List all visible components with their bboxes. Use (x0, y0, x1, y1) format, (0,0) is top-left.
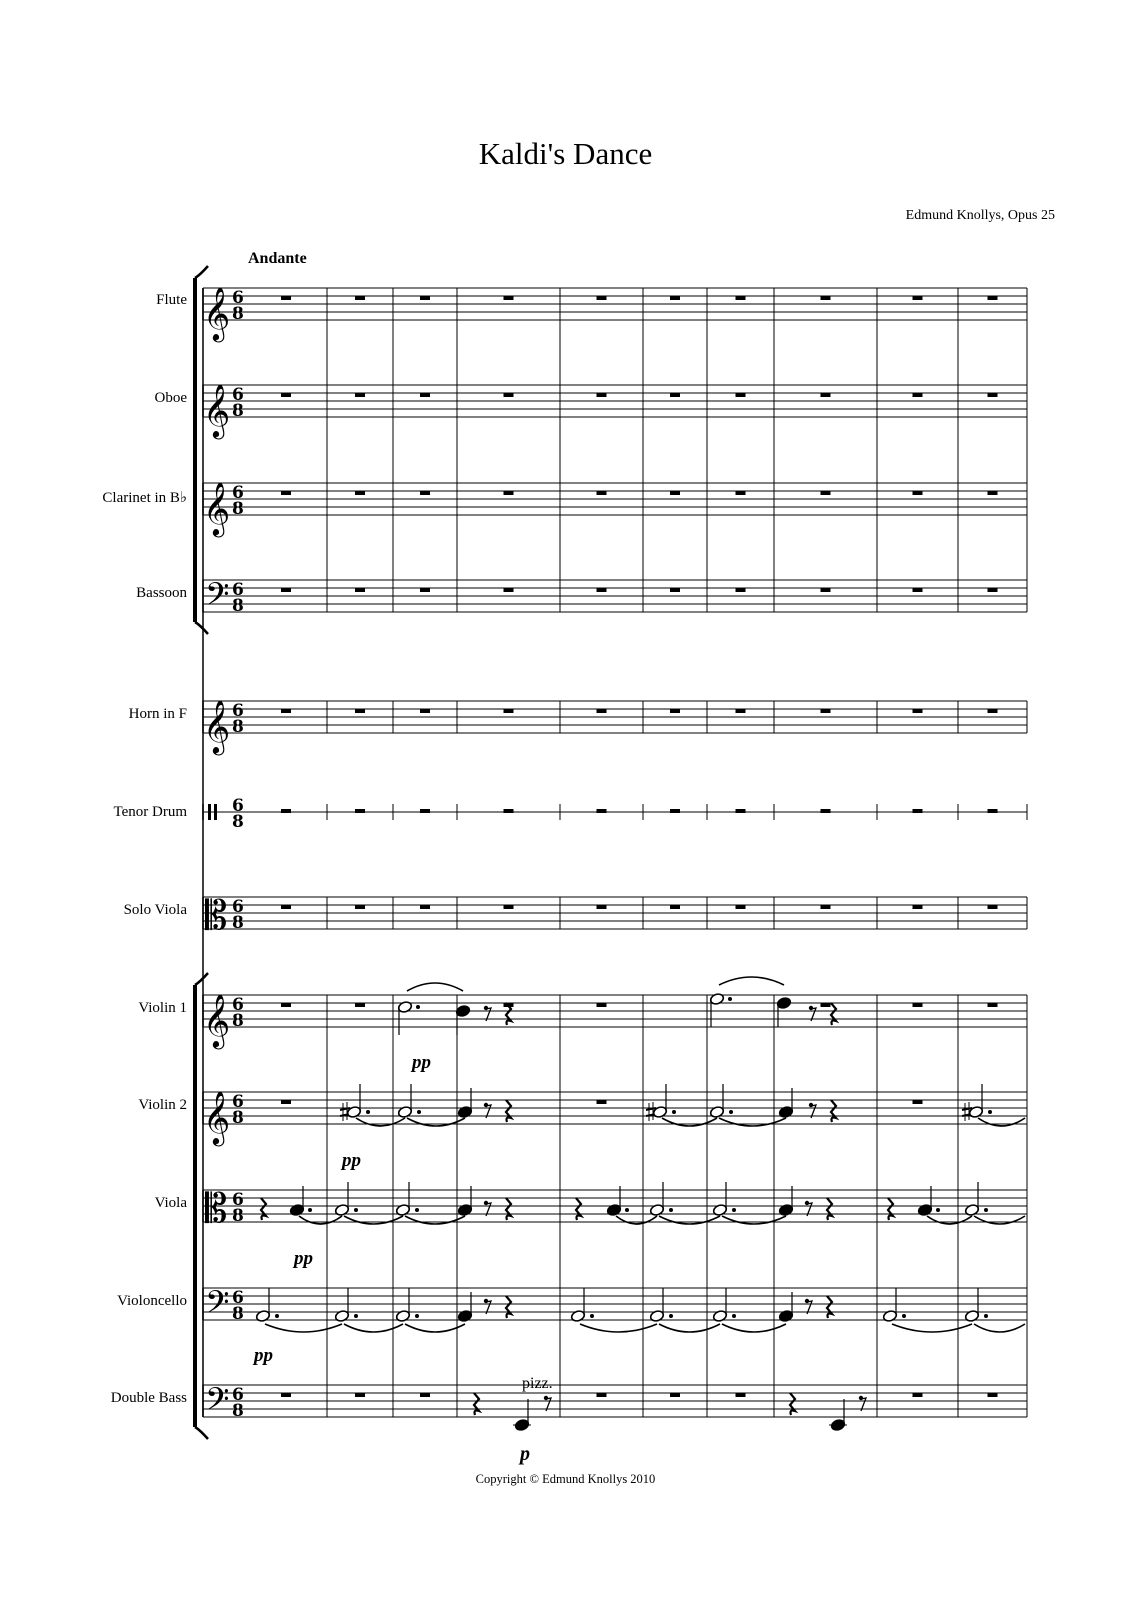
whole-rest-icon (988, 296, 998, 300)
tie (344, 1216, 403, 1224)
whole-rest-icon (504, 809, 514, 813)
time-signature-beats: 6 (232, 1190, 244, 1210)
time-signature-beats: 6 (232, 1385, 244, 1405)
whole-rest-icon (821, 296, 831, 300)
whole-rest-icon (281, 809, 291, 813)
time-signature-beats: 6 (232, 288, 244, 308)
whole-rest-icon (355, 709, 365, 713)
whole-rest-icon (736, 588, 746, 592)
bass-clef-icon: 𝄢 (205, 1381, 230, 1425)
whole-rest-icon (420, 588, 430, 592)
quarter-rest-icon (831, 1003, 836, 1025)
augmentation-dot (415, 1208, 419, 1212)
violin1-dynamic: pp (412, 1052, 431, 1073)
whole-rest-icon (420, 491, 430, 495)
whole-rest-icon (597, 393, 607, 397)
notehead (778, 1105, 793, 1118)
strings-bracket (193, 985, 197, 1427)
instrument-label-horn: Horn in F (128, 706, 187, 722)
time-signature-beats: 6 (232, 1092, 244, 1112)
whole-rest-icon (988, 393, 998, 397)
time-signature-unit: 8 (232, 717, 244, 737)
whole-rest-icon (988, 809, 998, 813)
notehead (712, 1203, 727, 1216)
whole-rest-icon (420, 296, 430, 300)
whole-rest-icon (355, 393, 365, 397)
whole-rest-icon (821, 1003, 831, 1007)
whole-rest-icon (504, 905, 514, 909)
augmentation-dot (354, 1314, 358, 1318)
alto-clef-icon: 𝄡 (205, 1186, 228, 1232)
instrument-label-violin-1: Violin 1 (138, 1000, 187, 1016)
whole-rest-icon (281, 709, 291, 713)
whole-rest-icon (355, 1393, 365, 1397)
augmentation-dot (728, 997, 732, 1001)
time-signature-beats: 6 (232, 796, 244, 816)
eighth-rest-icon (859, 1396, 863, 1400)
tie (662, 1118, 717, 1126)
notehead (964, 1309, 979, 1322)
time-signature-unit: 8 (232, 401, 244, 421)
woodwind-bracket-cap-bottom (195, 622, 208, 634)
whole-rest-icon (670, 588, 680, 592)
whole-rest-icon (913, 905, 923, 909)
quarter-rest-icon (827, 1296, 832, 1318)
whole-rest-icon (504, 393, 514, 397)
time-signature-unit: 8 (232, 1206, 244, 1226)
notehead (397, 1000, 412, 1013)
notehead (397, 1105, 412, 1118)
tie (659, 1324, 720, 1332)
tie (974, 1216, 1025, 1224)
bass-clef-icon: 𝄢 (205, 576, 230, 620)
augmentation-dot (672, 1110, 676, 1114)
strings-bracket-cap-bottom (195, 1427, 208, 1439)
augmentation-dot (984, 1314, 988, 1318)
bass-clef-icon: 𝄢 (205, 1284, 230, 1328)
instrument-label-clarinet: Clarinet in B♭ (102, 490, 187, 506)
whole-rest-icon (913, 588, 923, 592)
augmentation-dot (732, 1208, 736, 1212)
tie (405, 1216, 465, 1224)
tie (659, 1216, 720, 1224)
augmentation-dot (669, 1314, 673, 1318)
eighth-rest-icon (809, 1006, 813, 1010)
treble-clef-icon: 𝄞 (203, 383, 231, 437)
percussion-clef-icon (208, 804, 211, 820)
bass-pizzicato: pizz. (522, 1375, 553, 1392)
whole-rest-icon (420, 1393, 430, 1397)
copyright-notice: Copyright © Edmund Knollys 2010 (475, 1472, 656, 1486)
tie (356, 1118, 405, 1126)
tempo-marking: Andante (248, 250, 307, 267)
quarter-rest-icon (576, 1198, 581, 1220)
whole-rest-icon (504, 709, 514, 713)
treble-clef-icon: 𝄞 (203, 699, 231, 753)
time-signature-unit: 8 (232, 304, 244, 324)
whole-rest-icon (504, 296, 514, 300)
alto-clef-icon: 𝄡 (205, 893, 228, 939)
instrument-label-violin-2: Violin 2 (138, 1097, 187, 1113)
eighth-rest-icon (484, 1299, 488, 1303)
bass-dynamic: p (520, 1443, 530, 1465)
whole-rest-icon (420, 709, 430, 713)
whole-rest-icon (988, 588, 998, 592)
tie (719, 1118, 786, 1126)
augmentation-dot (354, 1208, 358, 1212)
tie (407, 983, 463, 991)
whole-rest-icon (988, 491, 998, 495)
strings-bracket-cap-top (195, 973, 208, 985)
tie (722, 1216, 786, 1224)
eighth-rest-icon (805, 1299, 809, 1303)
time-signature-unit: 8 (232, 1401, 244, 1421)
time-signature-unit: 8 (232, 913, 244, 933)
augmentation-dot (988, 1110, 992, 1114)
whole-rest-icon (670, 709, 680, 713)
augmentation-dot (275, 1314, 279, 1318)
whole-rest-icon (670, 1393, 680, 1397)
time-signature-unit: 8 (232, 1108, 244, 1128)
composer-credit: Edmund Knollys, Opus 25 (905, 208, 1055, 223)
tie (265, 1324, 342, 1332)
quarter-rest-icon (506, 1100, 511, 1122)
whole-rest-icon (355, 588, 365, 592)
treble-clef-icon: 𝄞 (203, 993, 231, 1047)
whole-rest-icon (736, 491, 746, 495)
notehead (709, 992, 724, 1005)
whole-rest-icon (913, 1393, 923, 1397)
time-signature-unit: 8 (232, 499, 244, 519)
whole-rest-icon (281, 588, 291, 592)
notehead (606, 1203, 621, 1216)
tie (719, 977, 784, 985)
time-signature-unit: 8 (232, 812, 244, 832)
notehead (649, 1309, 664, 1322)
tie (974, 1324, 1025, 1332)
notehead (712, 1309, 727, 1322)
whole-rest-icon (736, 809, 746, 813)
whole-rest-icon (736, 1393, 746, 1397)
notehead (776, 996, 791, 1009)
whole-rest-icon (988, 1003, 998, 1007)
whole-rest-icon (281, 1393, 291, 1397)
eighth-rest-icon (484, 1103, 488, 1107)
whole-rest-icon (670, 393, 680, 397)
time-signature-beats: 6 (232, 580, 244, 600)
whole-rest-icon (736, 905, 746, 909)
whole-rest-icon (913, 1003, 923, 1007)
instrument-label-oboe: Oboe (154, 390, 187, 406)
quarter-rest-icon (790, 1393, 795, 1415)
whole-rest-icon (821, 588, 831, 592)
whole-rest-icon (597, 709, 607, 713)
treble-clef-icon: 𝄞 (203, 1090, 231, 1144)
whole-rest-icon (913, 393, 923, 397)
cello-dynamic: pp (254, 1345, 273, 1366)
whole-rest-icon (281, 905, 291, 909)
whole-rest-icon (420, 809, 430, 813)
whole-rest-icon (597, 809, 607, 813)
time-signature-unit: 8 (232, 1011, 244, 1031)
quarter-rest-icon (261, 1198, 266, 1220)
notehead (778, 1309, 793, 1322)
augmentation-dot (732, 1314, 736, 1318)
notehead (917, 1203, 932, 1216)
tie (299, 1216, 342, 1224)
percussion-clef-icon (214, 804, 217, 820)
augmentation-dot (590, 1314, 594, 1318)
augmentation-dot (669, 1208, 673, 1212)
whole-rest-icon (597, 905, 607, 909)
whole-rest-icon (736, 296, 746, 300)
notehead (649, 1203, 664, 1216)
whole-rest-icon (504, 491, 514, 495)
notehead (882, 1309, 897, 1322)
tie (580, 1324, 657, 1332)
tie (722, 1324, 786, 1332)
viola-dynamic: pp (294, 1248, 313, 1269)
tie (616, 1216, 657, 1224)
tie (892, 1324, 972, 1332)
whole-rest-icon (597, 1393, 607, 1397)
time-signature-beats: 6 (232, 701, 244, 721)
instrument-label-bassoon: Bassoon (136, 585, 187, 601)
whole-rest-icon (988, 905, 998, 909)
whole-rest-icon (670, 296, 680, 300)
whole-rest-icon (670, 905, 680, 909)
augmentation-dot (415, 1314, 419, 1318)
whole-rest-icon (913, 1100, 923, 1104)
tie (344, 1324, 403, 1332)
notehead (395, 1203, 410, 1216)
augmentation-dot (417, 1110, 421, 1114)
whole-rest-icon (281, 296, 291, 300)
whole-rest-icon (736, 393, 746, 397)
notehead (778, 1203, 793, 1216)
whole-rest-icon (988, 1393, 998, 1397)
whole-rest-icon (597, 588, 607, 592)
quarter-rest-icon (506, 1198, 511, 1220)
augmentation-dot (625, 1208, 629, 1212)
whole-rest-icon (736, 709, 746, 713)
tie (978, 1118, 1025, 1126)
treble-clef-icon: 𝄞 (203, 481, 231, 535)
time-signature-beats: 6 (232, 897, 244, 917)
notehead (964, 1203, 979, 1216)
whole-rest-icon (420, 393, 430, 397)
notehead (514, 1418, 529, 1431)
notehead (570, 1309, 585, 1322)
augmentation-dot (729, 1110, 733, 1114)
augmentation-dot (936, 1208, 940, 1212)
time-signature-beats: 6 (232, 483, 244, 503)
notehead (709, 1105, 724, 1118)
whole-rest-icon (597, 1003, 607, 1007)
notehead (455, 1004, 470, 1017)
woodwind-bracket-cap-top (195, 266, 208, 278)
treble-clef-icon: 𝄞 (203, 286, 231, 340)
piece-title: Kaldi's Dance (478, 136, 653, 171)
whole-rest-icon (821, 393, 831, 397)
time-signature-unit: 8 (232, 1304, 244, 1324)
instrument-label-solo-viola: Solo Viola (123, 902, 187, 918)
eighth-rest-icon (484, 1201, 488, 1205)
whole-rest-icon (913, 296, 923, 300)
eighth-rest-icon (544, 1396, 548, 1400)
whole-rest-icon (281, 1003, 291, 1007)
whole-rest-icon (281, 491, 291, 495)
woodwind-bracket (193, 278, 197, 622)
instrument-label-violoncello: Violoncello (117, 1293, 187, 1309)
tie (407, 1118, 465, 1126)
instrument-label-viola: Viola (154, 1195, 187, 1211)
quarter-rest-icon (474, 1393, 479, 1415)
whole-rest-icon (821, 905, 831, 909)
tie (927, 1216, 972, 1224)
violin2-dynamic: pp (342, 1150, 361, 1171)
notehead (334, 1203, 349, 1216)
time-signature-beats: 6 (232, 1288, 244, 1308)
augmentation-dot (416, 1005, 420, 1009)
instrument-label-double-bass: Double Bass (110, 1390, 187, 1406)
whole-rest-icon (821, 491, 831, 495)
quarter-rest-icon (831, 1100, 836, 1122)
tie (405, 1324, 465, 1332)
augmentation-dot (984, 1208, 988, 1212)
whole-rest-icon (355, 809, 365, 813)
notehead (457, 1203, 472, 1216)
whole-rest-icon (355, 296, 365, 300)
whole-rest-icon (597, 296, 607, 300)
whole-rest-icon (913, 491, 923, 495)
quarter-rest-icon (827, 1198, 832, 1220)
whole-rest-icon (597, 1100, 607, 1104)
notehead (395, 1309, 410, 1322)
whole-rest-icon (281, 1100, 291, 1104)
augmentation-dot (366, 1110, 370, 1114)
whole-rest-icon (420, 905, 430, 909)
notehead (457, 1105, 472, 1118)
notehead (255, 1309, 270, 1322)
whole-rest-icon (597, 491, 607, 495)
whole-rest-icon (821, 809, 831, 813)
instrument-label-flute: Flute (156, 292, 187, 308)
eighth-rest-icon (484, 1006, 488, 1010)
eighth-rest-icon (805, 1201, 809, 1205)
augmentation-dot (902, 1314, 906, 1318)
whole-rest-icon (355, 1003, 365, 1007)
whole-rest-icon (504, 588, 514, 592)
instrument-label-tenor-drum: Tenor Drum (113, 804, 187, 820)
whole-rest-icon (670, 491, 680, 495)
whole-rest-icon (355, 491, 365, 495)
quarter-rest-icon (506, 1296, 511, 1318)
whole-rest-icon (670, 809, 680, 813)
time-signature-beats: 6 (232, 995, 244, 1015)
time-signature-unit: 8 (232, 596, 244, 616)
notehead (457, 1309, 472, 1322)
quarter-rest-icon (888, 1198, 893, 1220)
eighth-rest-icon (809, 1103, 813, 1107)
whole-rest-icon (988, 709, 998, 713)
notehead (289, 1203, 304, 1216)
augmentation-dot (308, 1208, 312, 1212)
whole-rest-icon (913, 709, 923, 713)
time-signature-beats: 6 (232, 385, 244, 405)
whole-rest-icon (821, 709, 831, 713)
notehead (830, 1418, 845, 1431)
whole-rest-icon (913, 809, 923, 813)
notehead (334, 1309, 349, 1322)
whole-rest-icon (355, 905, 365, 909)
whole-rest-icon (281, 393, 291, 397)
